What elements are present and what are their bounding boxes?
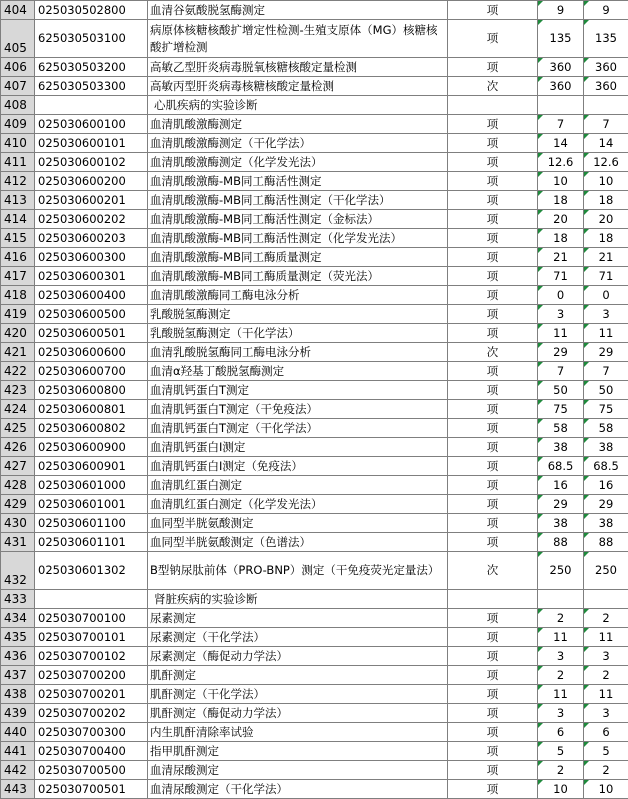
table-row (1, 77, 628, 96)
unit-cell[interactable]: 项 (448, 495, 538, 514)
price-cell[interactable]: 3 (584, 647, 628, 666)
item-name-cell[interactable]: 血清肌酸激酶同工酶电泳分析 (148, 286, 448, 305)
item-name-cell[interactable]: 血同型半胱氨酸测定 (148, 514, 448, 533)
row-number-cell[interactable]: 431 (1, 533, 35, 552)
item-name-cell[interactable]: 血清肌酸激酶-MB同工酶活性测定（干化学法） (148, 191, 448, 210)
item-code-cell[interactable]: 025030600501 (35, 324, 148, 343)
price-cell[interactable]: 18 (584, 229, 628, 248)
row-number-cell[interactable]: 406 (1, 58, 35, 77)
price-cell[interactable] (584, 590, 628, 609)
price-cell[interactable]: 7 (538, 115, 584, 134)
row-number-cell[interactable]: 429 (1, 495, 35, 514)
item-name-cell[interactable]: 尿素测定（酶促动力学法） (148, 647, 448, 666)
price-cell[interactable]: 88 (584, 533, 628, 552)
item-name-cell[interactable]: 血清肌钙蛋白T测定 (148, 381, 448, 400)
price-cell[interactable]: 10 (538, 780, 584, 799)
item-name-cell[interactable]: 病原体核糖核酸扩增定性检测-生殖支原体（MG）核糖核酸扩增检测 (148, 20, 448, 58)
price-cell[interactable]: 21 (584, 248, 628, 267)
table-row (1, 267, 628, 286)
unit-cell[interactable]: 项 (448, 723, 538, 742)
item-code-cell[interactable]: 025030502800 (35, 1, 148, 20)
item-code-cell[interactable]: 025030700201 (35, 685, 148, 704)
price-cell[interactable]: 2 (584, 761, 628, 780)
row-number-cell[interactable]: 418 (1, 286, 35, 305)
unit-cell[interactable]: 次 (448, 77, 538, 96)
unit-cell[interactable]: 项 (448, 780, 538, 799)
item-name-cell[interactable]: 血清肌钙蛋白Ⅰ测定（免疫法） (148, 457, 448, 476)
item-name-cell[interactable]: 血清肌酸激酶-MB同工酶质量测定（荧光法） (148, 267, 448, 286)
price-cell[interactable]: 2 (538, 609, 584, 628)
item-code-cell[interactable]: 025030601000 (35, 476, 148, 495)
price-cell[interactable]: 10 (584, 172, 628, 191)
row-number-cell[interactable]: 405 (1, 20, 35, 58)
table-row (1, 438, 628, 457)
price-cell[interactable]: 3 (538, 704, 584, 723)
price-cell[interactable]: 16 (538, 476, 584, 495)
unit-cell[interactable]: 项 (448, 533, 538, 552)
price-cell[interactable] (584, 96, 628, 115)
unit-cell[interactable]: 项 (448, 134, 538, 153)
item-name-cell[interactable]: 血同型半胱氨酸测定（色谱法） (148, 533, 448, 552)
item-code-cell[interactable]: 025030700200 (35, 666, 148, 685)
row-number-cell[interactable]: 424 (1, 400, 35, 419)
row-number-cell[interactable]: 442 (1, 761, 35, 780)
price-cell[interactable]: 360 (538, 77, 584, 96)
price-cell[interactable]: 360 (538, 58, 584, 77)
table-row (1, 134, 628, 153)
table-row (1, 400, 628, 419)
price-cell[interactable]: 250 (538, 552, 584, 590)
unit-cell[interactable]: 项 (448, 20, 538, 58)
price-cell[interactable]: 68.5 (584, 457, 628, 476)
unit-cell[interactable]: 项 (448, 704, 538, 723)
item-name-cell[interactable]: 乳酸脱氢酶测定（干化学法） (148, 324, 448, 343)
unit-cell[interactable]: 项 (448, 609, 538, 628)
price-cell[interactable]: 71 (584, 267, 628, 286)
row-number-cell[interactable]: 411 (1, 153, 35, 172)
item-name-cell[interactable]: 血清肌红蛋白测定 (148, 476, 448, 495)
price-cell[interactable]: 88 (538, 533, 584, 552)
unit-cell[interactable]: 项 (448, 153, 538, 172)
row-number-cell[interactable]: 441 (1, 742, 35, 761)
table-row (1, 58, 628, 77)
item-code-cell[interactable]: 025030700400 (35, 742, 148, 761)
item-name-cell[interactable]: 血清肌红蛋白测定（化学发光法） (148, 495, 448, 514)
price-cell[interactable]: 58 (584, 419, 628, 438)
price-cell[interactable]: 5 (538, 742, 584, 761)
item-code-cell[interactable]: 025030600500 (35, 305, 148, 324)
row-number-cell[interactable]: 426 (1, 438, 35, 457)
item-name-cell[interactable]: B型钠尿肽前体（PRO-BNP）测定（干免疫荧光定量法） (148, 552, 448, 590)
unit-cell[interactable]: 项 (448, 685, 538, 704)
row-number-cell[interactable]: 415 (1, 229, 35, 248)
price-cell[interactable]: 29 (584, 343, 628, 362)
section-row (1, 96, 628, 115)
unit-cell[interactable]: 项 (448, 419, 538, 438)
unit-cell[interactable]: 项 (448, 191, 538, 210)
item-name-cell[interactable]: 肌酐测定（酶促动力学法） (148, 704, 448, 723)
row-number-cell[interactable]: 404 (1, 1, 35, 20)
item-name-cell[interactable]: 血清肌酸激酶-MB同工酶活性测定 (148, 172, 448, 191)
price-cell[interactable]: 11 (538, 324, 584, 343)
item-code-cell[interactable]: 025030600700 (35, 362, 148, 381)
item-name-cell[interactable]: 血清谷氨酸脱氢酶测定 (148, 1, 448, 20)
unit-cell[interactable]: 项 (448, 58, 538, 77)
price-cell[interactable]: 20 (584, 210, 628, 229)
unit-cell[interactable]: 项 (448, 438, 538, 457)
unit-cell[interactable]: 项 (448, 457, 538, 476)
item-code-cell[interactable]: 025030700202 (35, 704, 148, 723)
row-number-cell[interactable]: 414 (1, 210, 35, 229)
price-cell[interactable]: 29 (584, 495, 628, 514)
row-number-cell[interactable]: 412 (1, 172, 35, 191)
unit-cell[interactable]: 项 (448, 628, 538, 647)
price-cell[interactable]: 10 (584, 780, 628, 799)
row-number-cell[interactable]: 438 (1, 685, 35, 704)
table-row (1, 362, 628, 381)
price-cell[interactable]: 7 (584, 362, 628, 381)
table-row (1, 476, 628, 495)
item-name-cell[interactable]: 血清肌酸激酶-MB同工酶活性测定（化学发光法） (148, 229, 448, 248)
unit-cell[interactable]: 项 (448, 286, 538, 305)
price-cell[interactable]: 250 (584, 552, 628, 590)
table-row (1, 761, 628, 780)
price-cell[interactable]: 11 (538, 628, 584, 647)
price-cell[interactable]: 18 (538, 229, 584, 248)
price-cell[interactable]: 38 (584, 438, 628, 457)
item-code-cell[interactable]: 625030503200 (35, 58, 148, 77)
item-name-cell[interactable]: 血清肌钙蛋白T测定（干化学法） (148, 419, 448, 438)
unit-cell[interactable]: 项 (448, 229, 538, 248)
item-name-cell[interactable]: 内生肌酐清除率试验 (148, 723, 448, 742)
unit-cell[interactable]: 项 (448, 400, 538, 419)
item-code-cell[interactable]: 025030600203 (35, 229, 148, 248)
table-row (1, 609, 628, 628)
table-row (1, 381, 628, 400)
price-cell[interactable]: 9 (538, 1, 584, 20)
table-row (1, 533, 628, 552)
table-row (1, 324, 628, 343)
row-number-cell[interactable]: 440 (1, 723, 35, 742)
price-cell[interactable]: 58 (538, 419, 584, 438)
row-number-cell[interactable]: 417 (1, 267, 35, 286)
item-name-cell[interactable]: 血清肌酸激酶测定（干化学法） (148, 134, 448, 153)
price-cell[interactable]: 135 (538, 20, 584, 58)
item-code-cell[interactable]: 025030600900 (35, 438, 148, 457)
item-name-cell[interactable]: 血清尿酸测定 (148, 761, 448, 780)
table-row (1, 115, 628, 134)
item-name-cell[interactable]: 血清肌酸激酶-MB同工酶质量测定 (148, 248, 448, 267)
price-cell[interactable] (538, 590, 584, 609)
price-cell[interactable]: 360 (584, 77, 628, 96)
item-code-cell[interactable]: 025030601001 (35, 495, 148, 514)
price-cell[interactable]: 29 (538, 343, 584, 362)
price-cell[interactable]: 11 (584, 324, 628, 343)
price-cell[interactable]: 11 (538, 685, 584, 704)
price-cell[interactable]: 29 (538, 495, 584, 514)
table-row (1, 552, 628, 590)
item-name-cell[interactable]: 高敏乙型肝炎病毒脱氧核糖核酸定量检测 (148, 58, 448, 77)
item-name-cell[interactable]: 指甲肌酐测定 (148, 742, 448, 761)
price-cell[interactable]: 9 (584, 1, 628, 20)
table-row (1, 628, 628, 647)
table-row (1, 704, 628, 723)
row-number-cell[interactable]: 427 (1, 457, 35, 476)
item-code-cell[interactable]: 025030600600 (35, 343, 148, 362)
table-row (1, 495, 628, 514)
item-name-cell[interactable]: 肾脏疾病的实验诊断 (148, 590, 448, 609)
unit-cell[interactable]: 次 (448, 343, 538, 362)
item-code-cell[interactable]: 025030600200 (35, 172, 148, 191)
price-cell[interactable]: 10 (538, 172, 584, 191)
price-cell[interactable]: 14 (538, 134, 584, 153)
unit-cell[interactable]: 项 (448, 248, 538, 267)
item-name-cell[interactable]: 高敏丙型肝炎病毒核糖核酸定量检测 (148, 77, 448, 96)
price-cell[interactable]: 50 (538, 381, 584, 400)
table-row (1, 742, 628, 761)
row-number-cell[interactable]: 432 (1, 552, 35, 590)
item-name-cell[interactable]: 尿素测定（干化学法） (148, 628, 448, 647)
row-number-cell[interactable]: 413 (1, 191, 35, 210)
row-number-cell[interactable]: 439 (1, 704, 35, 723)
item-code-cell[interactable]: 625030503100 (35, 20, 148, 58)
item-code-cell[interactable]: 025030601100 (35, 514, 148, 533)
item-code-cell[interactable]: 025030700501 (35, 780, 148, 799)
price-cell[interactable]: 12.6 (538, 153, 584, 172)
price-cell[interactable] (538, 96, 584, 115)
item-code-cell[interactable]: 025030600400 (35, 286, 148, 305)
row-number-cell[interactable]: 430 (1, 514, 35, 533)
price-cell[interactable]: 6 (584, 723, 628, 742)
row-number-cell[interactable]: 421 (1, 343, 35, 362)
item-code-cell[interactable]: 025030700102 (35, 647, 148, 666)
item-name-cell[interactable]: 血清肌酸激酶测定（化学发光法） (148, 153, 448, 172)
item-code-cell[interactable] (35, 96, 148, 115)
unit-cell[interactable]: 项 (448, 381, 538, 400)
section-row (1, 590, 628, 609)
price-cell[interactable]: 6 (538, 723, 584, 742)
price-cell[interactable]: 14 (584, 134, 628, 153)
row-number-cell[interactable]: 433 (1, 590, 35, 609)
price-cell[interactable]: 7 (538, 362, 584, 381)
item-code-cell[interactable]: 025030600201 (35, 191, 148, 210)
table-row (1, 153, 628, 172)
item-code-cell[interactable]: 025030600802 (35, 419, 148, 438)
table-row (1, 343, 628, 362)
unit-cell[interactable]: 项 (448, 666, 538, 685)
row-number-cell[interactable]: 409 (1, 115, 35, 134)
item-code-cell[interactable] (35, 590, 148, 609)
price-cell[interactable]: 11 (584, 628, 628, 647)
item-code-cell[interactable]: 025030600801 (35, 400, 148, 419)
item-name-cell[interactable]: 尿素测定 (148, 609, 448, 628)
item-name-cell[interactable]: 心肌疾病的实验诊断 (148, 96, 448, 115)
price-cell[interactable]: 18 (584, 191, 628, 210)
unit-cell[interactable]: 项 (448, 647, 538, 666)
price-cell[interactable]: 0 (584, 286, 628, 305)
item-code-cell[interactable]: 025030600100 (35, 115, 148, 134)
price-table-body (1, 1, 628, 799)
row-number-cell[interactable]: 423 (1, 381, 35, 400)
price-cell[interactable]: 38 (538, 514, 584, 533)
price-cell[interactable]: 38 (538, 438, 584, 457)
row-number-cell[interactable]: 434 (1, 609, 35, 628)
price-cell[interactable]: 75 (584, 400, 628, 419)
unit-cell[interactable]: 项 (448, 514, 538, 533)
unit-cell[interactable]: 项 (448, 305, 538, 324)
unit-cell[interactable] (448, 590, 538, 609)
price-cell[interactable]: 3 (538, 647, 584, 666)
row-number-cell[interactable]: 428 (1, 476, 35, 495)
table-row (1, 666, 628, 685)
row-number-cell[interactable]: 436 (1, 647, 35, 666)
table-row (1, 685, 628, 704)
price-cell[interactable]: 18 (538, 191, 584, 210)
table-row (1, 514, 628, 533)
item-code-cell[interactable]: 025030601302 (35, 552, 148, 590)
item-name-cell[interactable]: 肌酐测定（干化学法） (148, 685, 448, 704)
item-name-cell[interactable]: 血清肌酸激酶测定 (148, 115, 448, 134)
table-row (1, 229, 628, 248)
price-cell[interactable]: 2 (584, 666, 628, 685)
price-cell[interactable]: 7 (584, 115, 628, 134)
unit-cell[interactable]: 次 (448, 552, 538, 590)
unit-cell[interactable] (448, 96, 538, 115)
item-code-cell[interactable]: 025030600202 (35, 210, 148, 229)
unit-cell[interactable]: 项 (448, 267, 538, 286)
table-row (1, 419, 628, 438)
unit-cell[interactable]: 项 (448, 476, 538, 495)
price-cell[interactable]: 11 (584, 685, 628, 704)
price-cell[interactable]: 38 (584, 514, 628, 533)
item-code-cell[interactable]: 625030503300 (35, 77, 148, 96)
item-code-cell[interactable]: 025030700101 (35, 628, 148, 647)
price-cell[interactable]: 21 (538, 248, 584, 267)
price-cell[interactable]: 135 (584, 20, 628, 58)
unit-cell[interactable]: 项 (448, 172, 538, 191)
item-code-cell[interactable]: 025030601101 (35, 533, 148, 552)
price-cell[interactable]: 3 (584, 305, 628, 324)
price-cell[interactable]: 50 (584, 381, 628, 400)
item-code-cell[interactable]: 025030600901 (35, 457, 148, 476)
item-code-cell[interactable]: 025030600800 (35, 381, 148, 400)
price-cell[interactable]: 360 (584, 58, 628, 77)
price-cell[interactable]: 5 (584, 742, 628, 761)
row-number-cell[interactable]: 407 (1, 77, 35, 96)
unit-cell[interactable]: 项 (448, 210, 538, 229)
row-number-cell[interactable]: 422 (1, 362, 35, 381)
row-number-cell[interactable]: 437 (1, 666, 35, 685)
table-row (1, 647, 628, 666)
row-number-cell[interactable]: 443 (1, 780, 35, 799)
item-code-cell[interactable]: 025030700300 (35, 723, 148, 742)
table-row (1, 210, 628, 229)
price-cell[interactable]: 2 (538, 666, 584, 685)
row-number-cell[interactable]: 435 (1, 628, 35, 647)
table-row (1, 1, 628, 20)
price-cell[interactable]: 2 (584, 609, 628, 628)
table-row (1, 305, 628, 324)
table-row (1, 191, 628, 210)
item-name-cell[interactable]: 血清尿酸测定（干化学法） (148, 780, 448, 799)
row-number-cell[interactable]: 425 (1, 419, 35, 438)
item-name-cell[interactable]: 血清肌酸激酶-MB同工酶活性测定（金标法） (148, 210, 448, 229)
item-code-cell[interactable]: 025030600301 (35, 267, 148, 286)
row-number-cell[interactable]: 416 (1, 248, 35, 267)
unit-cell[interactable]: 项 (448, 115, 538, 134)
unit-cell[interactable]: 项 (448, 362, 538, 381)
item-name-cell[interactable]: 血清肌钙蛋白T测定（干免疫法） (148, 400, 448, 419)
item-name-cell[interactable]: 血清肌钙蛋白Ⅰ测定 (148, 438, 448, 457)
item-code-cell[interactable]: 025030700500 (35, 761, 148, 780)
row-number-cell[interactable]: 408 (1, 96, 35, 115)
item-code-cell[interactable]: 025030600101 (35, 134, 148, 153)
price-cell[interactable]: 20 (538, 210, 584, 229)
item-name-cell[interactable]: 血清乳酸脱氢酶同工酶电泳分析 (148, 343, 448, 362)
item-code-cell[interactable]: 025030700100 (35, 609, 148, 628)
table-row (1, 780, 628, 799)
item-name-cell[interactable]: 乳酸脱氢酶测定 (148, 305, 448, 324)
price-cell[interactable]: 0 (538, 286, 584, 305)
price-cell[interactable]: 3 (538, 305, 584, 324)
item-code-cell[interactable]: 025030600300 (35, 248, 148, 267)
table-row (1, 286, 628, 305)
price-cell[interactable]: 71 (538, 267, 584, 286)
price-cell[interactable]: 3 (584, 704, 628, 723)
table-row (1, 172, 628, 191)
unit-cell[interactable]: 项 (448, 1, 538, 20)
table-row (1, 248, 628, 267)
price-cell[interactable]: 12.6 (584, 153, 628, 172)
price-cell[interactable]: 16 (584, 476, 628, 495)
table-row (1, 457, 628, 476)
table-row (1, 20, 628, 58)
price-cell[interactable]: 2 (538, 761, 584, 780)
unit-cell[interactable]: 项 (448, 761, 538, 780)
table-row (1, 723, 628, 742)
row-number-cell[interactable]: 410 (1, 134, 35, 153)
row-number-cell[interactable]: 419 (1, 305, 35, 324)
item-name-cell[interactable]: 血清α羟基丁酸脱氢酶测定 (148, 362, 448, 381)
unit-cell[interactable]: 项 (448, 324, 538, 343)
price-cell[interactable]: 75 (538, 400, 584, 419)
item-name-cell[interactable]: 肌酐测定 (148, 666, 448, 685)
item-code-cell[interactable]: 025030600102 (35, 153, 148, 172)
unit-cell[interactable]: 项 (448, 742, 538, 761)
row-number-cell[interactable]: 420 (1, 324, 35, 343)
price-cell[interactable]: 68.5 (538, 457, 584, 476)
